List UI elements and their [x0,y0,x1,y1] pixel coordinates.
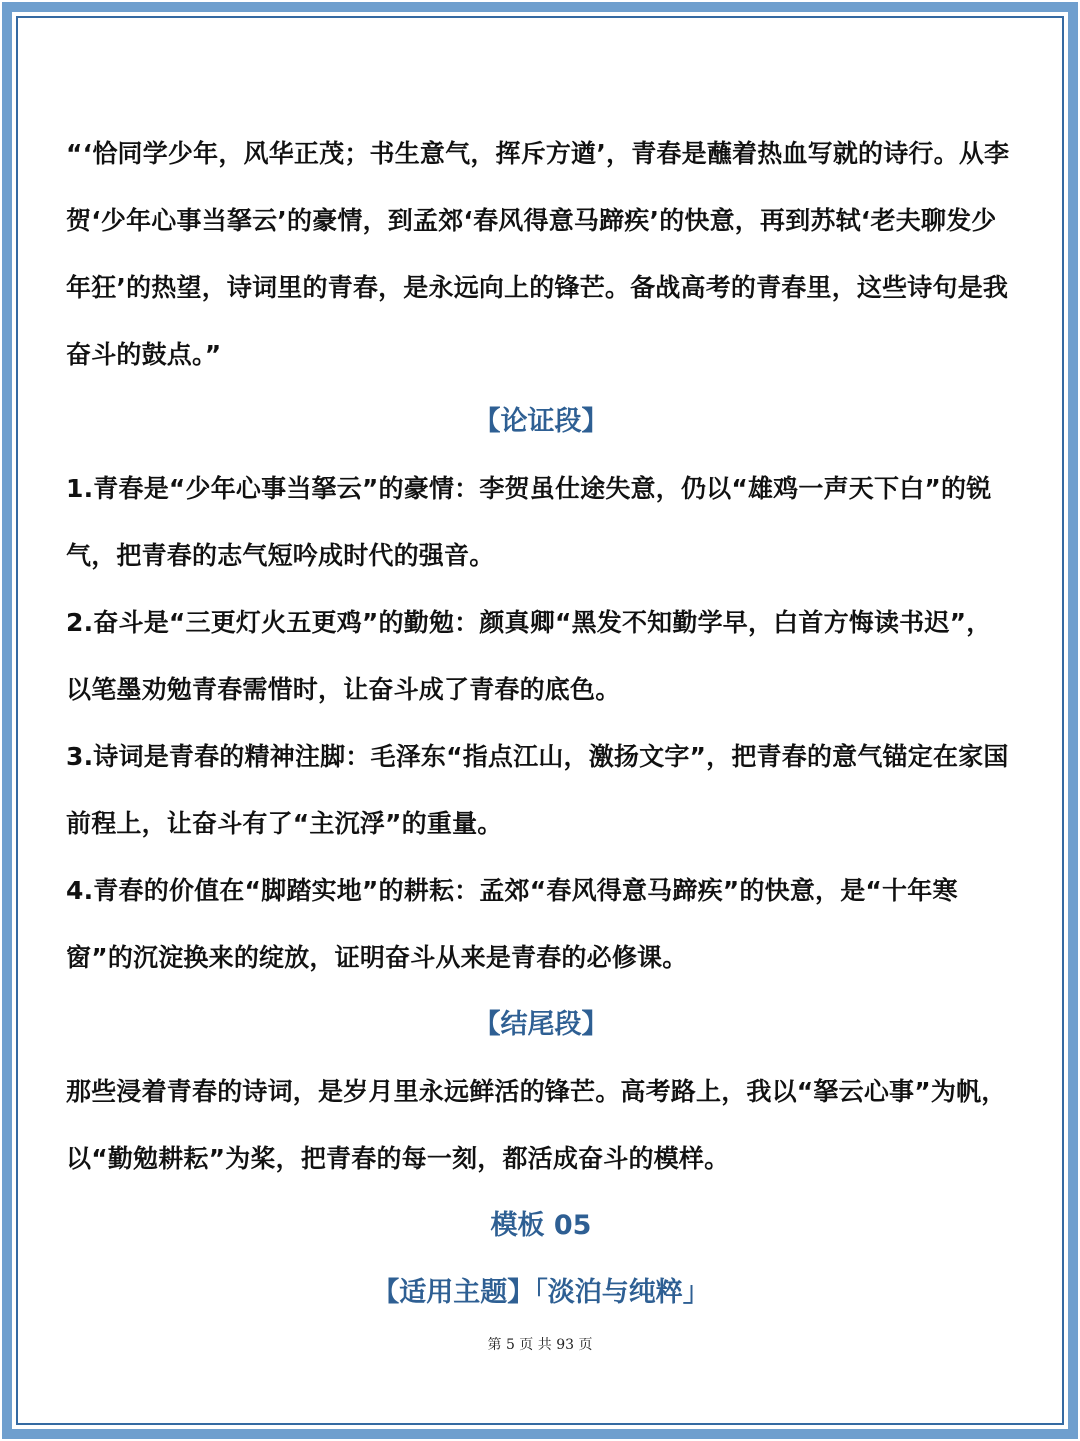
argument-point-1: 1.青春是“少年心事当拏云”的豪情：李贺虽仕途失意，仍以“雄鸡一声天下白”的锐气，把青春的志气短吟成时代的强音。 [66,474,992,570]
document-content [66,120,1016,1326]
argument-point-2: 2.奋斗是“三更灯火五更鸡”的勤勉：颜真卿“黑发不知勤学早，白首方悔读书迟”，以笔墨劝勉青春需惜时，让奋斗成了青春的底色。 [66,608,992,704]
intro-paragraph: “‘恰同学少年，风华正茂；书生意气，挥斥方遒’，青春是蘸着热血写就的诗行。从李贺‘少年心事当拏云’的豪情，到孟郊‘春风得意马蹄疾’的快意，再到苏轼‘老夫聊发少年狂’的热望，诗词里的青春，是永远向上的锋芒。备战高考的青春里，这些诗句是我奋斗的鼓点。” [66,139,1010,369]
argument-point-3: 3.诗词是青春的精神注脚：毛泽东“指点江山，激扬文字”，把青春的意气锚定在家国前程上，让奋斗有了“主沉浮”的重量。 [66,742,1009,838]
template-theme: 【适用主题】「淡泊与纯粹」 [372,1277,710,1308]
argument-section-heading: 【论证段】 [473,406,609,437]
page-number-footer: 第 5 页 共 93 页 [487,1337,593,1353]
ending-section-heading: 【结尾段】 [473,1009,609,1040]
template-title: 模板 05 [490,1210,592,1241]
ending-paragraph: 那些浸着青春的诗词，是岁月里永远鲜活的锋芒。高考路上，我以“拏云心事”为帆，以“勤勉耕耘”为桨，把青春的每一刻，都活成奋斗的模样。 [66,1077,1007,1173]
argument-point-4: 4.青春的价值在“脚踏实地”的耕耘：孟郊“春风得意马蹄疾”的快意，是“十年寒窗”的沉淀换来的绽放，证明奋斗从来是青春的必修课。 [66,876,958,972]
